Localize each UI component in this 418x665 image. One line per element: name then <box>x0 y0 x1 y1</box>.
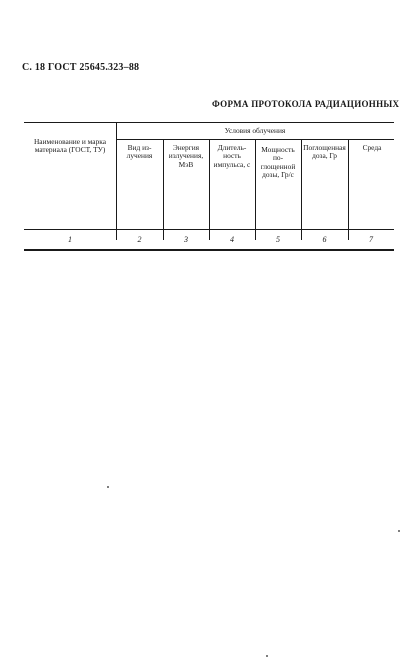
col-divider-1 <box>116 122 117 240</box>
column-number-1: 1 <box>68 235 72 244</box>
table-top-rule <box>24 122 394 123</box>
form-title: ФОРМА ПРОТОКОЛА РАДИАЦИОННЫХ <box>212 99 400 109</box>
table-bottom-rule <box>24 249 394 251</box>
protocol-table <box>24 122 394 252</box>
header-pulse-duration: Длительность импульса, с <box>213 143 251 169</box>
column-number-2: 2 <box>137 235 142 244</box>
header-medium: Среда <box>362 143 382 152</box>
column-number-3: 3 <box>184 235 188 244</box>
column-number-5: 5 <box>276 235 280 244</box>
header-absorbed-dose: Поглощенная доза, Гр <box>303 143 346 161</box>
header-radiation-energy: Энергия излучения, МэВ <box>168 143 204 169</box>
col-divider-4 <box>255 139 256 240</box>
header-irradiation-conditions: Условия облучения <box>224 126 286 135</box>
header-radiation-type: Вид излучения <box>126 143 153 161</box>
header-dose-rate: Мощность поглощенной дозы, Гр/с <box>260 145 296 180</box>
scan-speck <box>107 486 109 488</box>
col-divider-5 <box>301 139 302 240</box>
scan-speck <box>266 655 268 657</box>
col-divider-3 <box>209 139 210 240</box>
column-number-7: 7 <box>369 235 373 244</box>
column-number-4: 4 <box>230 235 234 244</box>
col-divider-6 <box>348 139 349 240</box>
column-number-6: 6 <box>322 235 327 244</box>
col-divider-2 <box>163 139 164 240</box>
page-header: С. 18 ГОСТ 25645.323–88 <box>22 62 140 73</box>
scan-speck <box>398 530 400 532</box>
header-material: Наименование и марка материала (ГОСТ, ТУ) <box>33 137 107 155</box>
